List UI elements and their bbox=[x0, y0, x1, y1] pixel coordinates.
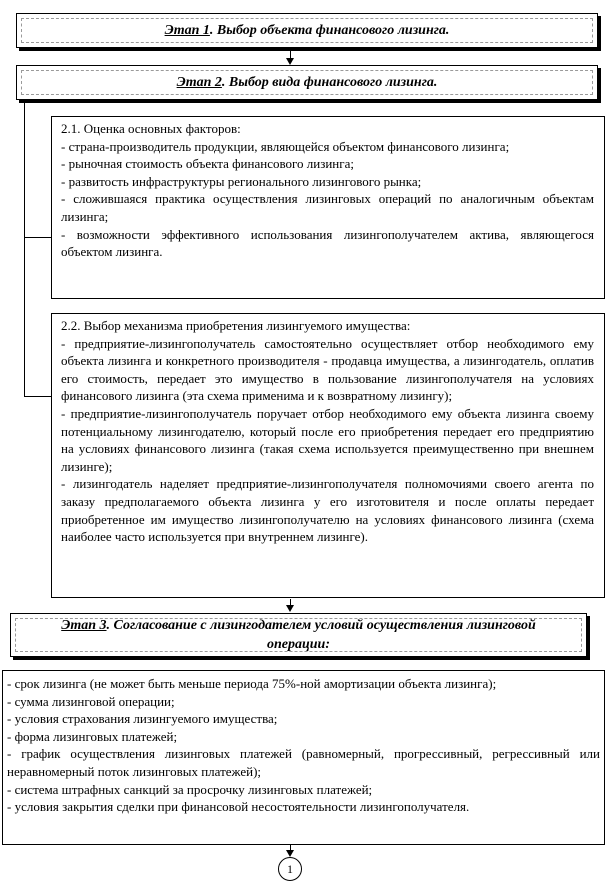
stage-1-label: Этап 1 bbox=[164, 23, 210, 38]
box-3-item-7: - условия закрытия сделки при финансовой несостоятельности лизингополучателя. bbox=[7, 799, 470, 815]
box-22-item-1: - предприятие-лизингополучатель самостоятельно осуществляет отбор необходимого ему объекта лизинга и конкретного производителя - продавца имущества, а лизингодатель, оплатив его стоимость, передает это имущество в пользование лизингополучателя на условиях финансового лизинга (эта схема применима и к возвратному лизингу); bbox=[61, 335, 594, 404]
box-3-item-4: - форма лизинговых платежей; bbox=[7, 728, 178, 744]
box-21-item-4: - сложившаяся практика осуществления лизинговых операций по аналогичным объектам лизинга; bbox=[61, 191, 594, 224]
box-22-heading: 2.2. Выбор механизма приобретения лизингуемого имущества: bbox=[61, 318, 411, 333]
box-acquisition-mechanism bbox=[51, 313, 605, 598]
box-factors-assessment bbox=[51, 116, 605, 299]
box-3-item-1: - срок лизинга (не может быть меньше периода 75%-ной амортизации объекта лизинга); bbox=[7, 676, 497, 691]
box-21-item-2: - рыночная стоимость объекта финансового лизинга; bbox=[61, 156, 354, 172]
stage-3-box bbox=[10, 613, 587, 657]
stage-1-title bbox=[17, 14, 597, 47]
stage-2-text: . Выбор вида финансового лизинга. bbox=[221, 75, 438, 90]
stage-1-box bbox=[16, 13, 598, 48]
box-3-item-3: - условия страхования лизингуемого имущества; bbox=[7, 711, 278, 727]
arrow-down-icon bbox=[286, 850, 294, 857]
page-connector-label: 1 bbox=[287, 861, 293, 876]
box-21-item-3: - развитость инфраструктуры регионального лизингового рынка; bbox=[61, 173, 422, 189]
stage-2-label: Этап 2 bbox=[176, 75, 222, 90]
bracket-branch-21 bbox=[24, 237, 51, 238]
page-connector-circle bbox=[278, 857, 302, 881]
arrow-down-icon bbox=[286, 605, 294, 612]
box-22-item-2: - предприятие-лизингополучатель поручает отбор необходимого ему объекта лизинга своему потенциальному лизингодателю, который после его приобретения передает его предприятию на условиях финансового лизинга (такая схема используется преимущественно при внешнем лизинге); bbox=[61, 405, 594, 474]
arrow-down-icon bbox=[286, 58, 294, 65]
box-21-item-5: - возможности эффективного использования лизингополучателем актива, являющегося объектом лизинга. bbox=[61, 226, 594, 260]
stage-3-label: Этап 3 bbox=[61, 618, 107, 633]
box-3-item-2: - сумма лизинговой операции; bbox=[7, 693, 175, 709]
bracket-branch-22 bbox=[24, 396, 51, 397]
box-lease-conditions bbox=[2, 670, 605, 845]
stage-3-title bbox=[11, 614, 586, 656]
box-21-heading: 2.1. Оценка основных факторов: bbox=[61, 121, 241, 136]
stage-2-title bbox=[17, 66, 597, 99]
box-22-item-3: - лизингодатель наделяет предприятие-лизингополучателя полномочиями своего агента по заказу предполагаемого объекта лизинга у его изготовителя и после оплаты передает приобретенное им имущество лизингополучателю на условиях финансового лизинга (схема наиболее часто используется при внутреннем лизинге). bbox=[61, 476, 594, 545]
stage-2-box bbox=[16, 65, 598, 100]
box-3-item-5: - график осуществления лизинговых платежей (равномерный, прогрессивный, регрессивный или неравномерный поток лизинговых платежей); bbox=[7, 746, 600, 779]
stage-1-text: . Выбор объекта финансового лизинга. bbox=[209, 23, 450, 38]
stage-3-text: . Согласование с лизингодателем условий осуществления лизинговой операции: bbox=[106, 618, 536, 652]
bracket-vertical-line bbox=[24, 101, 25, 396]
box-21-item-1: - страна-производитель продукции, являющейся объектом финансового лизинга; bbox=[61, 138, 510, 154]
box-3-item-6: - система штрафных санкций за просрочку лизинговых платежей; bbox=[7, 781, 373, 797]
